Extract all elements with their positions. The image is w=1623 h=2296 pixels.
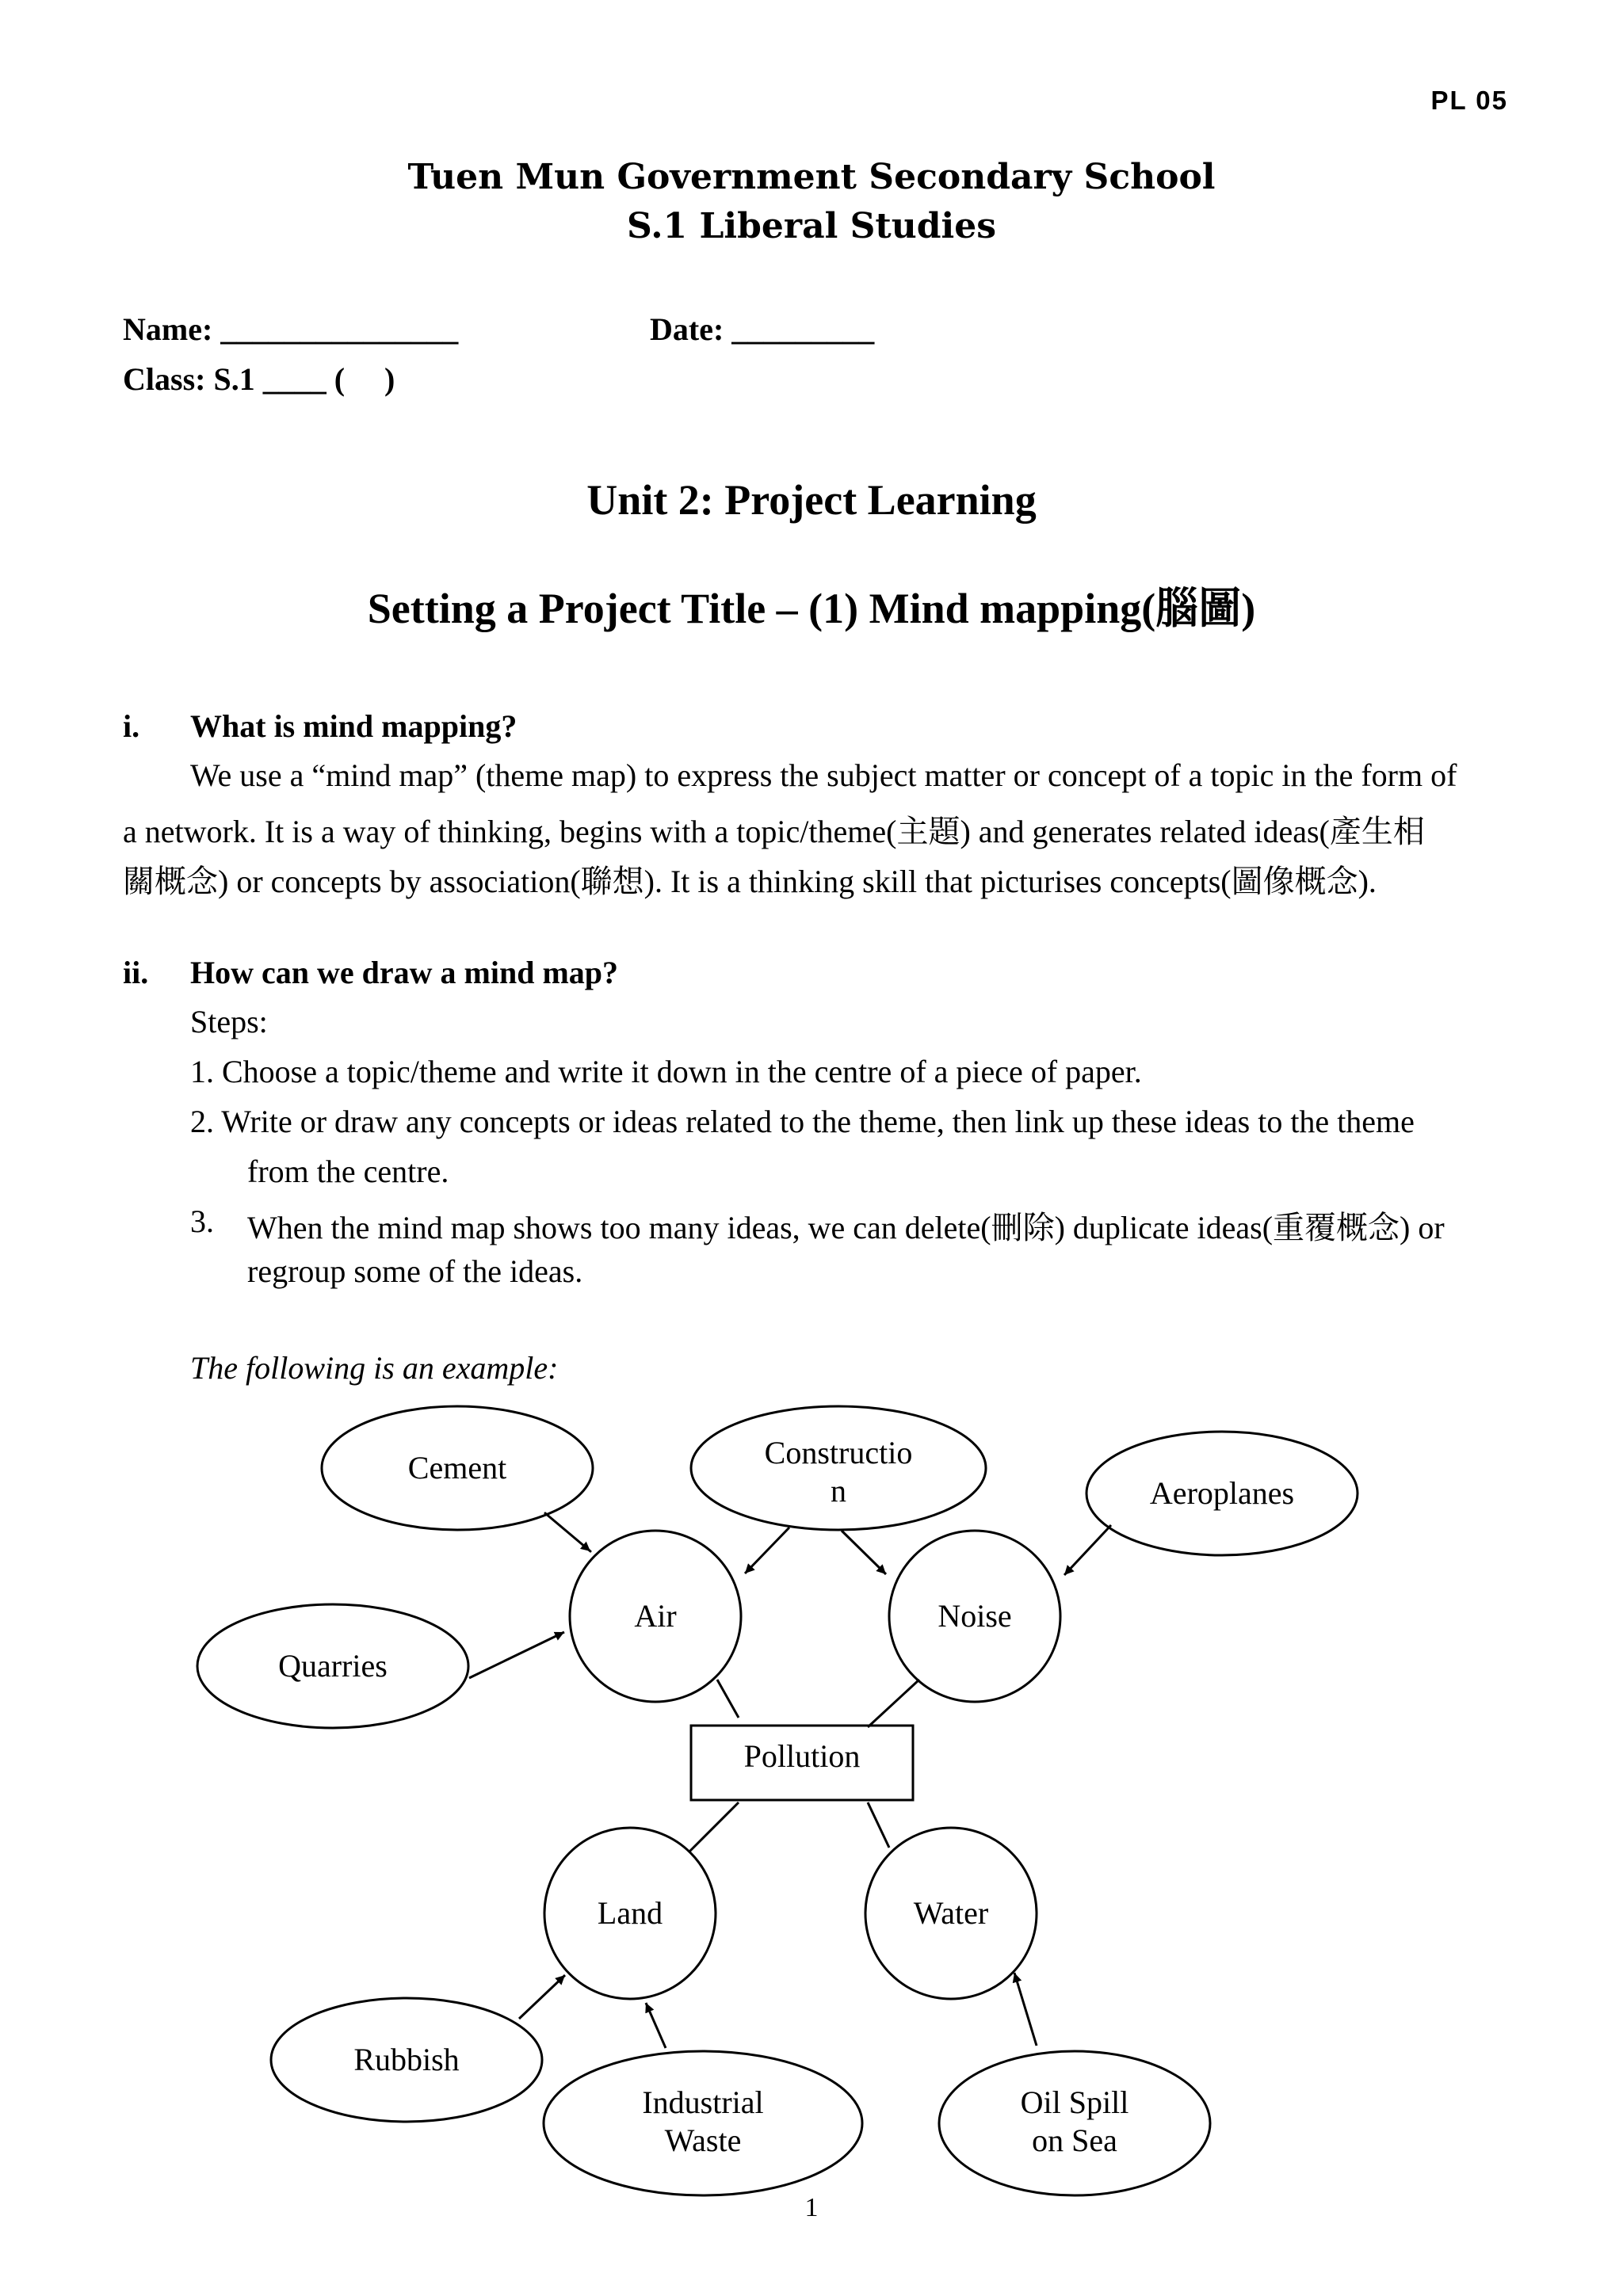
cement-arrow — [545, 1513, 590, 1551]
lesson-title: Setting a Project Title – (1) Mind mapping(腦圖) — [367, 585, 1256, 632]
oil-arrow — [1014, 1973, 1037, 2046]
steps-label: Steps: — [190, 1004, 268, 1039]
page-code: PL 05 — [1430, 86, 1508, 115]
construction-label-1: Constructio — [764, 1435, 913, 1470]
land-label: Land — [597, 1895, 663, 1931]
water-label: Water — [913, 1895, 989, 1931]
section1-number: i. — [123, 708, 140, 744]
step-3-number: 3. — [190, 1203, 214, 1239]
oil-label-1: Oil Spill — [1020, 2084, 1129, 2120]
subject-name: S.1 Liberal Studies — [627, 206, 996, 246]
class-field: Class: S.1 ____ ( ) — [123, 361, 395, 397]
step-1: 1. Choose a topic/theme and write it down in the centre of a piece of paper. — [190, 1054, 1142, 1089]
section1-title: What is mind mapping? — [190, 708, 517, 744]
date-field: Date: _________ — [650, 311, 875, 347]
section2-number: ii. — [123, 955, 149, 990]
cement-label: Cement — [407, 1450, 507, 1486]
page-number: 1 — [804, 2193, 819, 2222]
name-field: Name: _______________ — [123, 311, 459, 347]
noise-label: Noise — [938, 1598, 1012, 1634]
quarries-arrow — [469, 1632, 564, 1678]
step-2-line1: 2. Write or draw any concepts or ideas related to the theme, then link up these ideas to the theme — [190, 1104, 1415, 1139]
pollution-label: Pollution — [743, 1738, 861, 1774]
water-pollution-link — [868, 1802, 889, 1848]
section2-title: How can we draw a mind map? — [190, 955, 619, 990]
section1-line2: a network. It is a way of thinking, begins with a topic/theme(主題) and generates related ideas(產生相 — [123, 814, 1425, 849]
unit-title: Unit 2: Project Learning — [586, 476, 1037, 524]
construction-label-2: n — [831, 1473, 846, 1508]
air-label: Air — [634, 1598, 677, 1634]
industrial-arrow — [646, 2003, 666, 2048]
rubbish-arrow — [519, 1975, 565, 2019]
example-label: The following is an example: — [190, 1350, 559, 1386]
rubbish-label: Rubbish — [353, 2042, 460, 2077]
noise-pollution-link — [868, 1680, 919, 1727]
land-pollution-link — [689, 1802, 739, 1852]
construction-air-arrow — [745, 1527, 789, 1573]
aeroplanes-arrow — [1064, 1525, 1111, 1575]
step-2-line2: from the centre. — [247, 1154, 449, 1189]
aeroplanes-label: Aeroplanes — [1149, 1475, 1295, 1511]
oil-label-2: on Sea — [1032, 2122, 1117, 2158]
air-pollution-link — [717, 1680, 739, 1718]
construction-noise-arrow — [842, 1531, 886, 1574]
section1-line3: 關概念) or concepts by association(聯想). It is a thinking skill that picturises concepts(圖像概念). — [123, 864, 1377, 899]
step-3-line2: regroup some of the ideas. — [247, 1253, 583, 1289]
section1-line1: We use a “mind map” (theme map) to express the subject matter or concept of a topic in the form of — [190, 757, 1457, 793]
school-name: Tuen Mun Government Secondary School — [407, 157, 1216, 197]
industrial-label-1: Industrial — [642, 2084, 764, 2120]
industrial-label-2: Waste — [664, 2122, 742, 2158]
quarries-label: Quarries — [278, 1648, 388, 1684]
step-3-line1: When the mind map shows too many ideas, we can delete(刪除) duplicate ideas(重覆概念) or — [247, 1210, 1445, 1245]
